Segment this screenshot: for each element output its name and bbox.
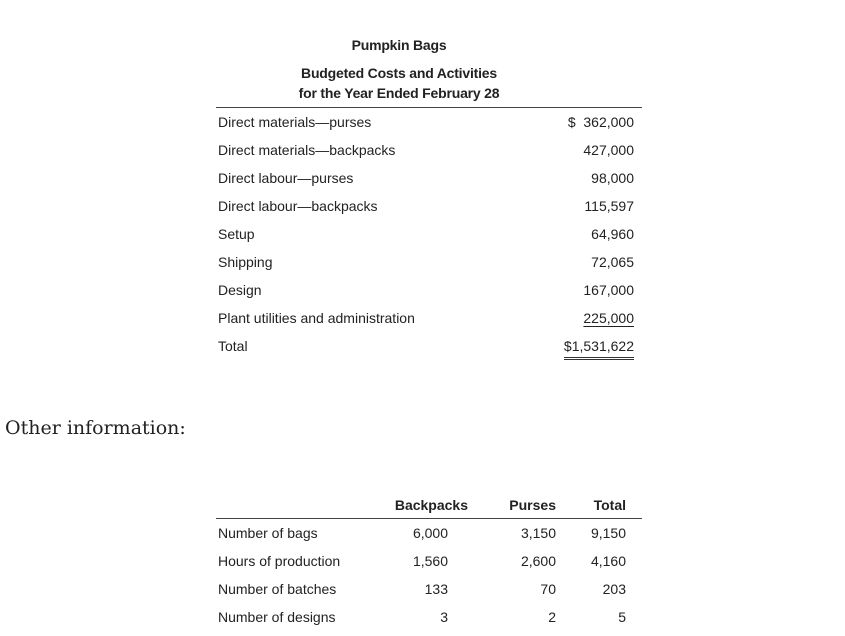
activity-purses-value: 2,600 (520, 553, 556, 569)
activity-total-value: 9,150 (590, 525, 626, 541)
budget-subtitle-line2: for the Year Ended February 28 (298, 85, 500, 101)
activity-purses-value: 3,150 (520, 525, 556, 541)
activity-backpacks-value: 1,560 (412, 553, 448, 569)
other-information-label: Other information: (5, 417, 186, 439)
activity-row-batches (216, 575, 642, 603)
budget-row-amount: 225,000 (583, 310, 634, 326)
header-total: Total (593, 497, 626, 513)
budget-row-label: Total (218, 338, 248, 354)
budget-row-label: Plant utilities and administration (218, 310, 415, 326)
activity-row-label: Hours of production (218, 553, 341, 569)
header-purses: Purses (509, 497, 556, 513)
activity-row-bags (216, 519, 642, 547)
budget-row-label: Design (218, 282, 262, 298)
activity-purses-value: 70 (540, 581, 556, 597)
budget-row-setup (216, 220, 642, 248)
budget-row-label: Setup (218, 226, 255, 242)
budget-title: Pumpkin Bags (351, 37, 447, 53)
activity-total-value: 203 (602, 581, 626, 597)
budget-row-label: Direct materials—purses (218, 114, 372, 130)
activity-row-label: Number of bags (218, 525, 318, 541)
budget-subtitle (156, 63, 642, 103)
budget-row-design (216, 276, 642, 304)
budget-row-label: Shipping (218, 254, 273, 270)
budget-row-direct-labour-purses (216, 164, 642, 192)
budget-row-amount: 115,597 (584, 198, 634, 214)
budget-row-amount: 64,960 (591, 226, 634, 242)
budget-row-direct-labour-backpacks (216, 192, 642, 220)
activity-backpacks-value: 6,000 (412, 525, 448, 541)
activity-total-value: 5 (618, 609, 626, 625)
budget-row-amount: 98,000 (591, 170, 634, 186)
activity-purses-value: 2 (548, 609, 556, 625)
header-backpacks: Backpacks (394, 497, 468, 513)
budget-row-total (216, 332, 642, 360)
activity-total-value: 4,160 (590, 553, 626, 569)
activity-row-label: Number of designs (218, 609, 336, 625)
budget-row-label: Direct labour—backpacks (218, 198, 378, 214)
budget-row-direct-materials-purses (216, 108, 642, 136)
budget-row-amount: 427,000 (583, 142, 634, 158)
budget-row-shipping (216, 248, 642, 276)
budget-row-amount: 72,065 (591, 254, 634, 270)
activity-header-row (216, 492, 642, 519)
budget-row-amount: 167,000 (583, 282, 634, 298)
budget-row-amount: $ 362,000 (567, 114, 634, 130)
budget-subtitle-line1: Budgeted Costs and Activities (301, 65, 497, 81)
budget-table (216, 37, 642, 360)
activity-table (216, 492, 642, 631)
budget-row-plant-utilities (216, 304, 642, 332)
activity-backpacks-value: 3 (440, 609, 448, 625)
budget-row-label: Direct labour—purses (218, 170, 354, 186)
activity-row-label: Number of batches (218, 581, 337, 597)
activity-row-designs (216, 603, 642, 631)
budget-row-direct-materials-backpacks (216, 136, 642, 164)
budget-row-label: Direct materials—backpacks (218, 142, 396, 158)
activity-backpacks-value: 133 (424, 581, 448, 597)
activity-row-hours (216, 547, 642, 575)
budget-total-amount: $1,531,622 (564, 335, 634, 360)
